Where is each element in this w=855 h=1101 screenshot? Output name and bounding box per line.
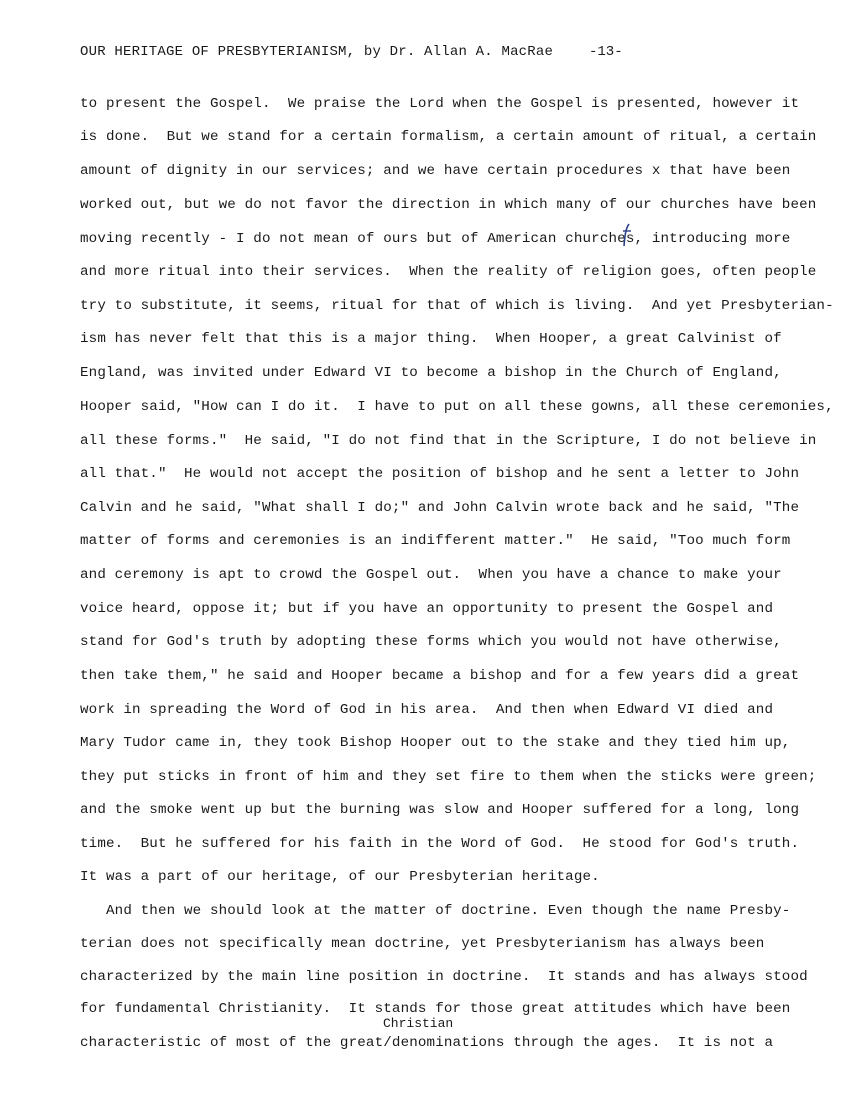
text-line: they put sticks in front of him and they set fire to them when the sticks were green; bbox=[80, 769, 817, 785]
text-line: stand for God's truth by adopting these forms which you would not have otherwise, bbox=[80, 634, 782, 650]
text-line: try to substitute, it seems, ritual for that of which is living. And yet Presbyterian- bbox=[80, 298, 834, 314]
text-line: voice heard, oppose it; but if you have an opportunity to present the Gospel and bbox=[80, 601, 774, 617]
text-line: Mary Tudor came in, they took Bishop Hooper out to the stake and they tied him up, bbox=[80, 735, 791, 751]
handwritten-insertion-mark-icon bbox=[620, 222, 634, 248]
text-line: moving recently - I do not mean of ours but of American churches, introducing more bbox=[80, 231, 791, 247]
text-line: and ceremony is apt to crowd the Gospel out. When you have a chance to make your bbox=[80, 567, 782, 583]
text-line: amount of dignity in our services; and we have certain procedures x that have been bbox=[80, 163, 791, 179]
text-line: and more ritual into their services. When the reality of religion goes, often people bbox=[80, 264, 817, 280]
text-line: time. But he suffered for his faith in the Word of God. He stood for God's truth. bbox=[80, 836, 800, 852]
text-line: characterized by the main line position in doctrine. It stands and has always stood bbox=[80, 969, 808, 985]
text-line: worked out, but we do not favor the direction in which many of our churches have been bbox=[80, 197, 817, 213]
text-line: Calvin and he said, "What shall I do;" and John Calvin wrote back and he said, "The bbox=[80, 500, 800, 516]
text-line: And then we should look at the matter of doctrine. Even though the name Presby- bbox=[80, 903, 791, 919]
text-line: for fundamental Christianity. It stands for those great attitudes which have been bbox=[80, 1001, 791, 1017]
text-line: terian does not specifically mean doctrine, yet Presbyterianism has always been bbox=[80, 936, 765, 952]
text-line: characteristic of most of the great/denominations through the ages. It is not a bbox=[80, 1035, 774, 1051]
text-line: England, was invited under Edward VI to become a bishop in the Church of England, bbox=[80, 365, 782, 381]
text-line: work in spreading the Word of God in his area. And then when Edward VI died and bbox=[80, 702, 774, 718]
text-line: then take them," he said and Hooper became a bishop and for a few years did a great bbox=[80, 668, 800, 684]
text-line: is done. But we stand for a certain formalism, a certain amount of ritual, a certain bbox=[80, 129, 817, 145]
text-line: all these forms." He said, "I do not find that in the Scripture, I do not believe in bbox=[80, 433, 817, 449]
page-number: -13- bbox=[589, 44, 623, 60]
text-line: and the smoke went up but the burning was slow and Hooper suffered for a long, long bbox=[80, 802, 800, 818]
text-line: all that." He would not accept the position of bishop and he sent a letter to John bbox=[80, 466, 800, 482]
page-header-title: OUR HERITAGE OF PRESBYTERIANISM, by Dr. Allan A. MacRae bbox=[80, 44, 554, 60]
text-line: to present the Gospel. We praise the Lord when the Gospel is presented, however it bbox=[80, 96, 800, 112]
text-line: matter of forms and ceremonies is an indifferent matter." He said, "Too much form bbox=[80, 533, 791, 549]
text-line: ism has never felt that this is a major thing. When Hooper, a great Calvinist of bbox=[80, 331, 782, 347]
handwritten-insertion: Christian bbox=[383, 1016, 454, 1031]
text-line: Hooper said, "How can I do it. I have to put on all these gowns, all these ceremonies, bbox=[80, 399, 834, 415]
text-line: It was a part of our heritage, of our Presbyterian heritage. bbox=[80, 869, 600, 885]
